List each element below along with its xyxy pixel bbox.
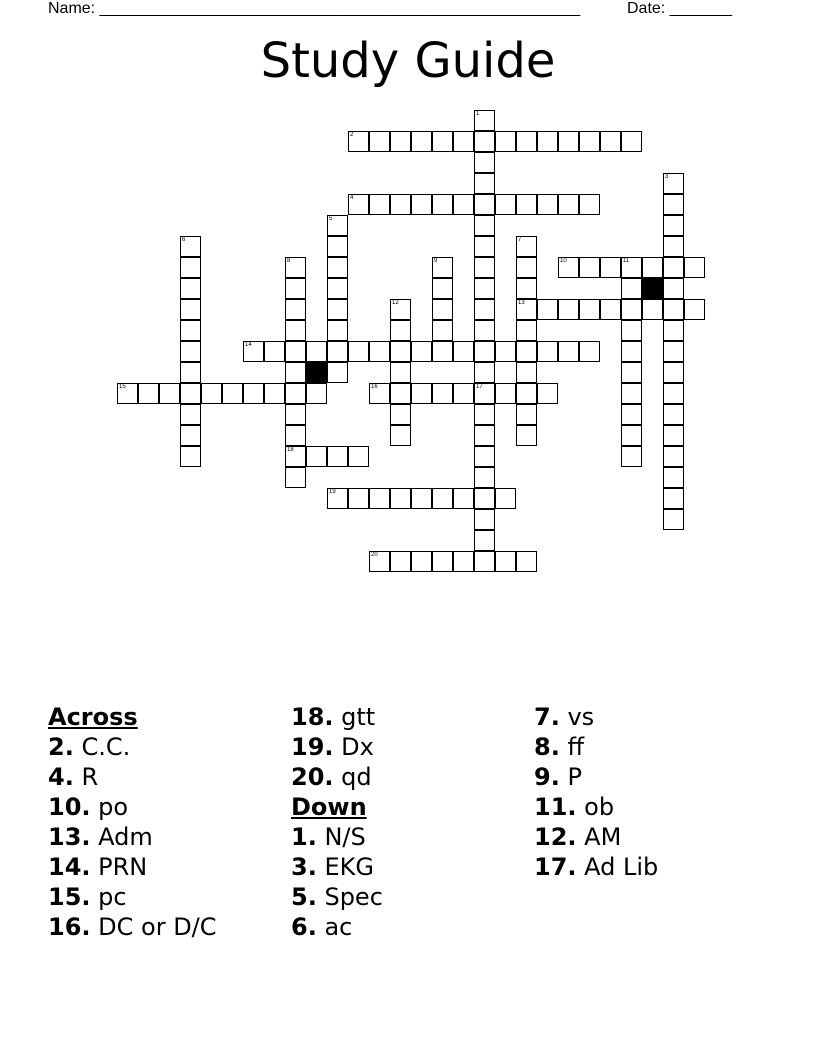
grid-cell[interactable] xyxy=(180,383,201,404)
down-clue xyxy=(291,822,383,852)
grid-cell[interactable] xyxy=(516,257,537,278)
clue-number-label: 8 xyxy=(287,258,291,264)
clue-number: 5. xyxy=(291,883,317,911)
across-clue xyxy=(48,792,217,822)
clue-number: 13. xyxy=(48,823,91,851)
grid-cell[interactable] xyxy=(432,488,453,509)
grid-cell[interactable] xyxy=(474,509,495,530)
clue-number: 16. xyxy=(48,913,91,941)
clue-number-label: 1 xyxy=(476,111,480,117)
clue-text: qd xyxy=(333,763,372,791)
clue-text: EKG xyxy=(316,853,374,881)
grid-cell[interactable] xyxy=(432,383,453,404)
grid-cell[interactable] xyxy=(642,299,663,320)
clue-number-label: 6 xyxy=(182,237,186,243)
clue-number-label: 12 xyxy=(392,300,399,306)
grid-cell[interactable] xyxy=(663,194,684,215)
name-field-label: Name: ______________________________________________________ xyxy=(48,0,581,17)
grid-cell[interactable] xyxy=(537,383,558,404)
grid-cell[interactable] xyxy=(474,551,495,572)
grid-cell[interactable] xyxy=(180,257,201,278)
clue-text: ff xyxy=(559,733,584,761)
grid-cell[interactable] xyxy=(600,299,621,320)
clue-number-label: 11 xyxy=(623,258,630,264)
grid-cell[interactable] xyxy=(621,425,642,446)
grid-cell[interactable] xyxy=(474,173,495,194)
grid-cell[interactable] xyxy=(621,362,642,383)
grid-cell[interactable] xyxy=(474,215,495,236)
grid-cell[interactable] xyxy=(180,278,201,299)
grid-cell[interactable] xyxy=(327,320,348,341)
grid-cell[interactable] xyxy=(327,362,348,383)
clue-text: PRN xyxy=(90,853,148,881)
grid-cell[interactable] xyxy=(411,488,432,509)
down-clue xyxy=(291,912,383,942)
clue-number: 4. xyxy=(48,763,74,791)
down-heading: Down xyxy=(291,793,367,821)
grid-cell[interactable] xyxy=(222,383,243,404)
clue-number: 17. xyxy=(534,853,577,881)
grid-cell[interactable] xyxy=(327,341,348,362)
grid-cell[interactable] xyxy=(537,299,558,320)
clue-number-label: 7 xyxy=(518,237,522,243)
grid-cell[interactable] xyxy=(474,530,495,551)
clue-number: 3. xyxy=(291,853,317,881)
grid-cell[interactable] xyxy=(432,551,453,572)
page-title: Study Guide xyxy=(260,33,556,89)
grid-cell[interactable] xyxy=(516,362,537,383)
grid-cell[interactable] xyxy=(474,383,495,404)
down-clue xyxy=(534,702,658,732)
grid-cell[interactable] xyxy=(411,194,432,215)
grid-cell[interactable] xyxy=(327,446,348,467)
grid-cell[interactable] xyxy=(621,257,642,278)
grid-cell[interactable] xyxy=(663,299,684,320)
grid-cell[interactable] xyxy=(180,446,201,467)
grid-cell[interactable] xyxy=(663,236,684,257)
clue-text: Dx xyxy=(333,733,374,761)
clue-number: 1. xyxy=(291,823,317,851)
grid-cell[interactable] xyxy=(432,257,453,278)
grid-cell[interactable] xyxy=(411,131,432,152)
grid-cell[interactable] xyxy=(516,299,537,320)
across-clue xyxy=(48,852,217,882)
grid-cell[interactable] xyxy=(327,257,348,278)
grid-cell[interactable] xyxy=(558,299,579,320)
grid-cell[interactable] xyxy=(369,131,390,152)
grid-cell[interactable] xyxy=(432,299,453,320)
grid-cell[interactable] xyxy=(495,551,516,572)
grid-cell[interactable] xyxy=(285,383,306,404)
grid-cell[interactable] xyxy=(663,362,684,383)
grid-cell[interactable] xyxy=(369,341,390,362)
grid-cell[interactable] xyxy=(453,488,474,509)
grid-cell[interactable] xyxy=(516,194,537,215)
grid-cell[interactable] xyxy=(663,488,684,509)
clue-text: R xyxy=(73,763,99,791)
grid-cell[interactable] xyxy=(327,299,348,320)
clue-number-label: 3 xyxy=(665,174,669,180)
grid-cell[interactable] xyxy=(348,341,369,362)
down-clue xyxy=(291,852,383,882)
grid-cell[interactable] xyxy=(327,278,348,299)
grid-cell[interactable] xyxy=(369,194,390,215)
across-clue xyxy=(291,762,383,792)
grid-cell[interactable] xyxy=(621,404,642,425)
clues-column-1 xyxy=(48,702,217,942)
down-clue xyxy=(291,882,383,912)
clue-text: DC or D/C xyxy=(90,913,217,941)
grid-cell[interactable] xyxy=(495,383,516,404)
across-clue xyxy=(48,912,217,942)
grid-cell[interactable] xyxy=(474,278,495,299)
grid-cell[interactable] xyxy=(474,152,495,173)
grid-cell[interactable] xyxy=(348,194,369,215)
clue-number-label: 15 xyxy=(119,384,126,390)
grid-cell[interactable] xyxy=(663,446,684,467)
grid-cell[interactable] xyxy=(453,341,474,362)
clue-text: ac xyxy=(316,913,353,941)
clues-column-2 xyxy=(291,702,383,942)
grid-cell[interactable] xyxy=(264,383,285,404)
grid-cell[interactable] xyxy=(243,383,264,404)
grid-cell[interactable] xyxy=(285,425,306,446)
grid-cell[interactable] xyxy=(348,131,369,152)
grid-cell[interactable] xyxy=(684,257,705,278)
grid-cell[interactable] xyxy=(537,194,558,215)
clue-number-label: 9 xyxy=(434,258,438,264)
grid-cell[interactable] xyxy=(495,341,516,362)
grid-cell[interactable] xyxy=(390,320,411,341)
clue-text: vs xyxy=(559,703,595,731)
grid-cell[interactable] xyxy=(621,131,642,152)
grid-cell[interactable] xyxy=(558,257,579,278)
grid-cell[interactable] xyxy=(495,194,516,215)
grid-cell[interactable] xyxy=(285,257,306,278)
grid-cell[interactable] xyxy=(663,341,684,362)
grid-cell[interactable] xyxy=(243,341,264,362)
clue-number-label: 13 xyxy=(518,300,525,306)
grid-cell[interactable] xyxy=(516,320,537,341)
grid-cell[interactable] xyxy=(516,404,537,425)
grid-cell[interactable] xyxy=(327,488,348,509)
grid-cell[interactable] xyxy=(432,341,453,362)
down-clue xyxy=(534,852,658,882)
grid-cell[interactable] xyxy=(516,425,537,446)
grid-cell[interactable] xyxy=(285,404,306,425)
grid-cell[interactable] xyxy=(474,467,495,488)
down-clue-list-part-1 xyxy=(291,822,383,942)
grid-cell[interactable] xyxy=(537,131,558,152)
grid-cell[interactable] xyxy=(138,383,159,404)
clue-text: AM xyxy=(576,823,622,851)
grid-cell[interactable] xyxy=(285,299,306,320)
blocked-cell xyxy=(642,278,663,299)
down-clue xyxy=(534,732,658,762)
grid-cell[interactable] xyxy=(306,446,327,467)
grid-cell[interactable] xyxy=(432,131,453,152)
grid-cell[interactable] xyxy=(663,509,684,530)
grid-cell[interactable] xyxy=(516,278,537,299)
grid-cell[interactable] xyxy=(621,278,642,299)
down-clue xyxy=(534,822,658,852)
grid-cell[interactable] xyxy=(390,194,411,215)
grid-cell[interactable] xyxy=(558,131,579,152)
grid-cell[interactable] xyxy=(663,404,684,425)
grid-cell[interactable] xyxy=(474,341,495,362)
grid-cell[interactable] xyxy=(600,257,621,278)
clue-text: Spec xyxy=(316,883,383,911)
grid-cell[interactable] xyxy=(369,488,390,509)
grid-cell[interactable] xyxy=(621,299,642,320)
grid-cell[interactable] xyxy=(117,383,138,404)
grid-cell[interactable] xyxy=(285,446,306,467)
clue-number: 11. xyxy=(534,793,577,821)
grid-cell[interactable] xyxy=(663,278,684,299)
across-heading: Across xyxy=(48,703,138,731)
date-field-label: Date: _______ xyxy=(627,0,732,17)
clue-number: 8. xyxy=(534,733,560,761)
grid-cell[interactable] xyxy=(663,320,684,341)
grid-cell[interactable] xyxy=(306,341,327,362)
clue-number: 6. xyxy=(291,913,317,941)
across-clue xyxy=(48,882,217,912)
grid-cell[interactable] xyxy=(474,425,495,446)
across-clue xyxy=(48,732,217,762)
grid-cell[interactable] xyxy=(180,320,201,341)
clue-number-label: 5 xyxy=(329,216,333,222)
grid-cell[interactable] xyxy=(474,257,495,278)
grid-cell[interactable] xyxy=(516,236,537,257)
clue-number: 20. xyxy=(291,763,334,791)
grid-cell[interactable] xyxy=(411,341,432,362)
grid-cell[interactable] xyxy=(285,362,306,383)
clue-number: 14. xyxy=(48,853,91,881)
grid-cell[interactable] xyxy=(264,341,285,362)
grid-cell[interactable] xyxy=(453,131,474,152)
grid-cell[interactable] xyxy=(621,320,642,341)
grid-cell[interactable] xyxy=(663,467,684,488)
clue-number: 7. xyxy=(534,703,560,731)
clues-column-3 xyxy=(534,702,658,882)
clue-number-label: 17 xyxy=(476,384,483,390)
grid-cell[interactable] xyxy=(558,194,579,215)
clue-number: 18. xyxy=(291,703,334,731)
grid-cell[interactable] xyxy=(663,257,684,278)
grid-cell[interactable] xyxy=(663,425,684,446)
clue-text: gtt xyxy=(333,703,376,731)
clue-number: 9. xyxy=(534,763,560,791)
clue-text: Adm xyxy=(90,823,153,851)
grid-cell[interactable] xyxy=(180,404,201,425)
clue-number-label: 16 xyxy=(371,384,378,390)
clue-number-label: 4 xyxy=(350,195,354,201)
down-clue-list-part-2 xyxy=(534,702,658,882)
clue-number-label: 18 xyxy=(287,447,294,453)
grid-cell[interactable] xyxy=(474,110,495,131)
grid-cell[interactable] xyxy=(369,383,390,404)
across-clue-list-part-2 xyxy=(291,702,383,792)
clue-number-label: 20 xyxy=(371,552,378,558)
grid-cell[interactable] xyxy=(159,383,180,404)
grid-cell[interactable] xyxy=(474,404,495,425)
grid-cell[interactable] xyxy=(390,362,411,383)
grid-cell[interactable] xyxy=(285,341,306,362)
grid-cell[interactable] xyxy=(348,488,369,509)
grid-cell[interactable] xyxy=(327,215,348,236)
grid-cell[interactable] xyxy=(348,446,369,467)
grid-cell[interactable] xyxy=(516,551,537,572)
grid-cell[interactable] xyxy=(663,215,684,236)
grid-cell[interactable] xyxy=(180,362,201,383)
grid-cell[interactable] xyxy=(453,383,474,404)
grid-cell[interactable] xyxy=(621,383,642,404)
grid-cell[interactable] xyxy=(369,551,390,572)
grid-cell[interactable] xyxy=(474,131,495,152)
clue-number-label: 2 xyxy=(350,132,354,138)
across-clue-list-part-1 xyxy=(48,732,217,942)
grid-cell[interactable] xyxy=(180,341,201,362)
grid-cell[interactable] xyxy=(579,131,600,152)
grid-cell[interactable] xyxy=(327,236,348,257)
grid-cell[interactable] xyxy=(180,236,201,257)
grid-cell[interactable] xyxy=(411,383,432,404)
clue-number: 2. xyxy=(48,733,74,761)
grid-cell[interactable] xyxy=(474,236,495,257)
grid-cell[interactable] xyxy=(390,341,411,362)
grid-cell[interactable] xyxy=(474,320,495,341)
grid-cell[interactable] xyxy=(474,362,495,383)
grid-cell[interactable] xyxy=(495,488,516,509)
grid-cell[interactable] xyxy=(390,425,411,446)
clue-number-label: 10 xyxy=(560,258,567,264)
grid-cell[interactable] xyxy=(180,425,201,446)
grid-cell[interactable] xyxy=(558,341,579,362)
grid-cell[interactable] xyxy=(285,278,306,299)
across-clue xyxy=(291,732,383,762)
grid-cell[interactable] xyxy=(621,446,642,467)
grid-cell[interactable] xyxy=(390,488,411,509)
grid-cell[interactable] xyxy=(516,341,537,362)
grid-cell[interactable] xyxy=(621,341,642,362)
grid-cell[interactable] xyxy=(579,299,600,320)
grid-cell[interactable] xyxy=(579,341,600,362)
grid-cell[interactable] xyxy=(495,131,516,152)
grid-cell[interactable] xyxy=(537,341,558,362)
grid-cell[interactable] xyxy=(390,404,411,425)
grid-cell[interactable] xyxy=(432,320,453,341)
grid-cell[interactable] xyxy=(453,194,474,215)
down-clue xyxy=(534,762,658,792)
clue-number-label: 14 xyxy=(245,342,252,348)
grid-cell[interactable] xyxy=(474,488,495,509)
clue-text: po xyxy=(90,793,129,821)
across-clue xyxy=(291,702,383,732)
grid-cell[interactable] xyxy=(516,131,537,152)
grid-cell[interactable] xyxy=(285,320,306,341)
clue-number: 15. xyxy=(48,883,91,911)
grid-cell[interactable] xyxy=(411,551,432,572)
clue-text: N/S xyxy=(316,823,366,851)
across-clue xyxy=(48,762,217,792)
clue-number: 12. xyxy=(534,823,577,851)
clue-text: Ad Lib xyxy=(576,853,659,881)
grid-cell[interactable] xyxy=(285,467,306,488)
grid-cell[interactable] xyxy=(453,551,474,572)
clue-text: C.C. xyxy=(73,733,131,761)
grid-cell[interactable] xyxy=(642,257,663,278)
grid-cell[interactable] xyxy=(684,299,705,320)
grid-cell[interactable] xyxy=(432,194,453,215)
grid-cell[interactable] xyxy=(663,173,684,194)
grid-cell[interactable] xyxy=(663,383,684,404)
grid-cell[interactable] xyxy=(474,446,495,467)
across-clue xyxy=(48,822,217,852)
clue-text: P xyxy=(559,763,582,791)
blocked-cell xyxy=(306,362,327,383)
grid-cell[interactable] xyxy=(306,383,327,404)
grid-cell[interactable] xyxy=(474,299,495,320)
grid-cell[interactable] xyxy=(474,194,495,215)
grid-cell[interactable] xyxy=(579,194,600,215)
grid-cell[interactable] xyxy=(180,299,201,320)
grid-cell[interactable] xyxy=(390,131,411,152)
clue-text: ob xyxy=(576,793,615,821)
clue-number-label: 19 xyxy=(329,489,336,495)
grid-cell[interactable] xyxy=(390,383,411,404)
grid-cell[interactable] xyxy=(432,278,453,299)
grid-cell[interactable] xyxy=(516,383,537,404)
down-clue xyxy=(534,792,658,822)
grid-cell[interactable] xyxy=(201,383,222,404)
grid-cell[interactable] xyxy=(579,257,600,278)
clue-number: 19. xyxy=(291,733,334,761)
clue-number: 10. xyxy=(48,793,91,821)
grid-cell[interactable] xyxy=(390,551,411,572)
grid-cell[interactable] xyxy=(390,299,411,320)
clue-text: pc xyxy=(90,883,127,911)
grid-cell[interactable] xyxy=(600,131,621,152)
